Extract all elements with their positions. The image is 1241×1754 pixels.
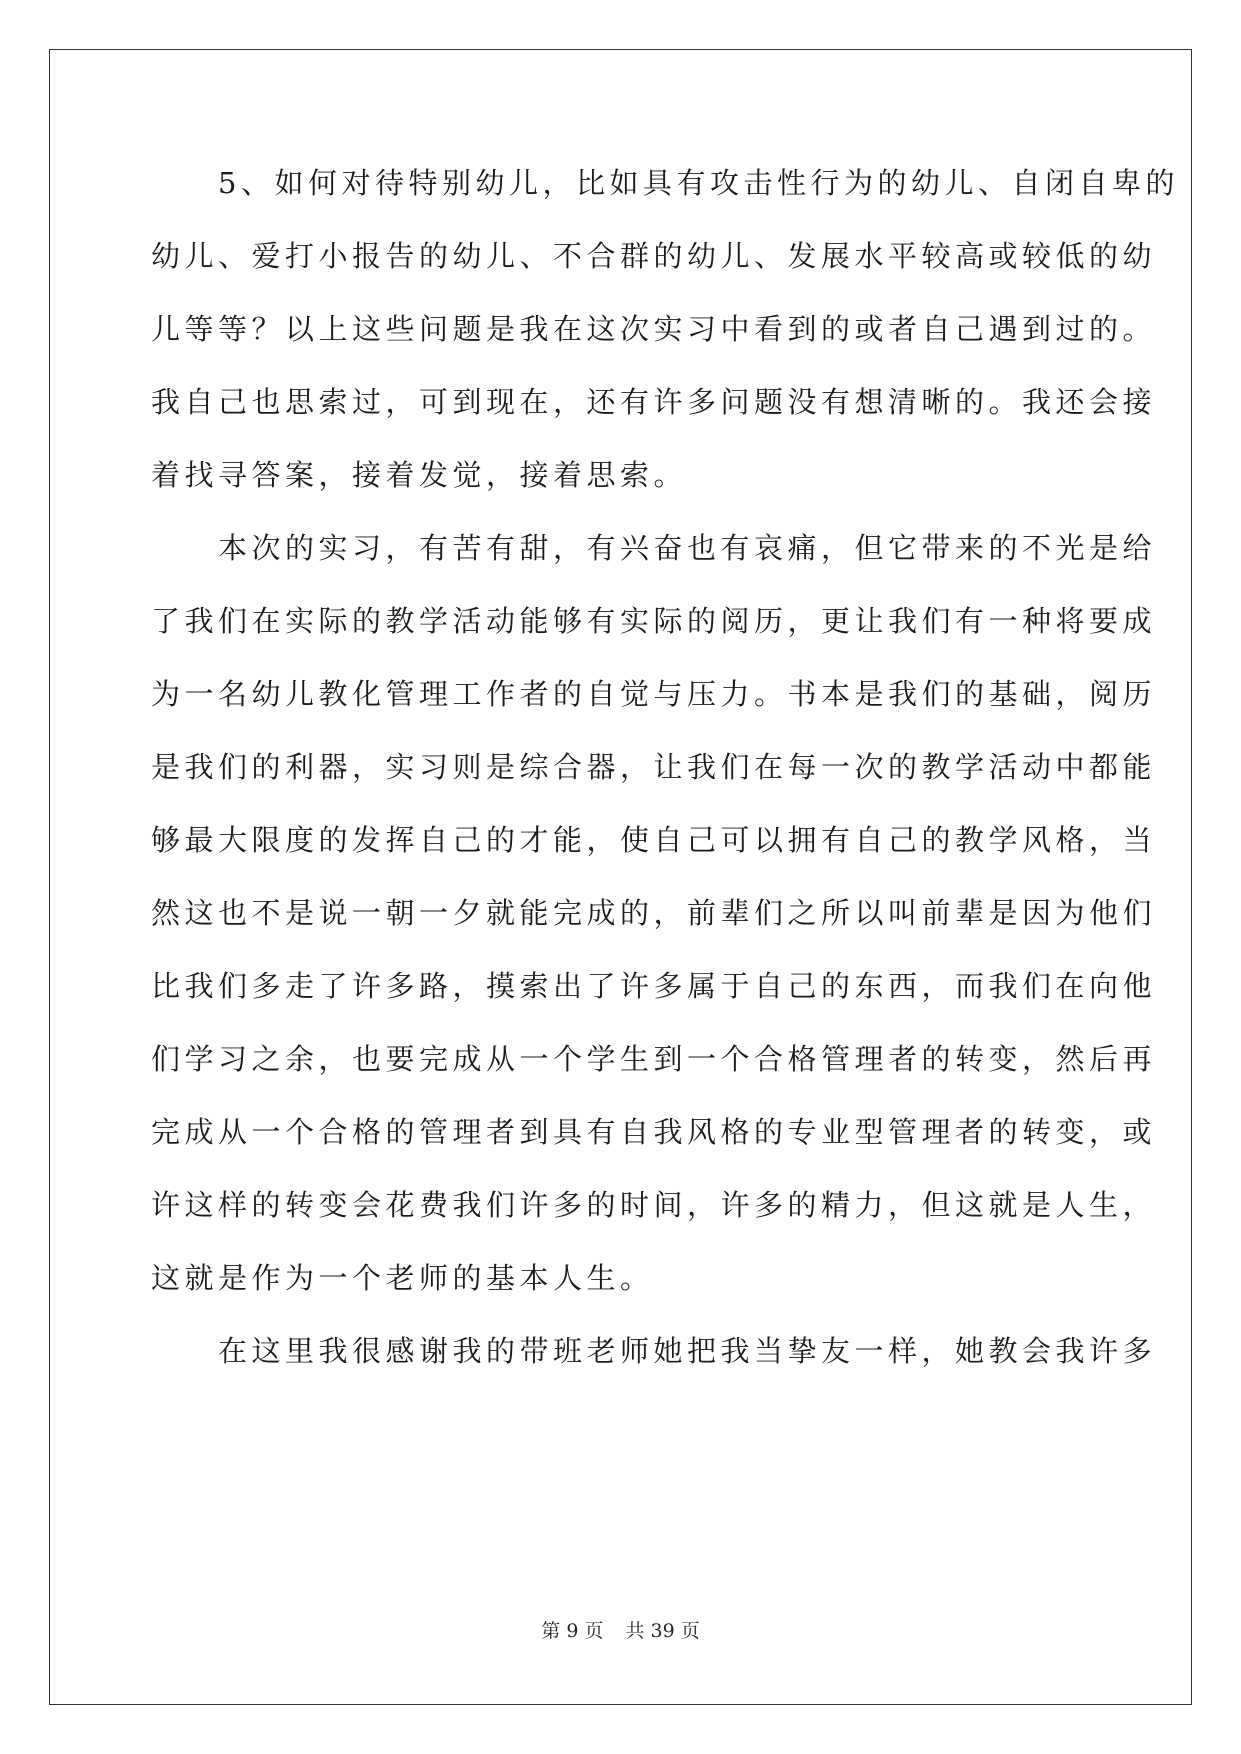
text-line: 在这里我很感谢我的带班老师她把我当挚友一样，她教会我许多 <box>151 1334 1157 1368</box>
page-footer <box>0 1616 1241 1643</box>
text-line: 然这也不是说一朝一夕就能完成的，前辈们之所以叫前辈是因为他们 <box>151 896 1157 930</box>
text-line: 5、如何对待特别幼儿，比如具有攻击性行为的幼儿、自闭自卑的 <box>151 166 1179 200</box>
total-pages: 共 39 页 <box>625 1620 700 1642</box>
text-line: 为一名幼儿教化管理工作者的自觉与压力。书本是我们的基础，阅历 <box>151 677 1157 711</box>
text-line: 这就是作为一个老师的基本人生。 <box>151 1261 654 1295</box>
text-line: 本次的实习，有苦有甜，有兴奋也有哀痛，但它带来的不光是给 <box>151 531 1157 565</box>
text-line: 许这样的转变会花费我们许多的时间，许多的精力，但这就是人生， <box>151 1188 1157 1222</box>
text-line: 们学习之余，也要完成从一个学生到一个合格管理者的转变，然后再 <box>151 1042 1157 1076</box>
text-line: 够最大限度的发挥自己的才能，使自己可以拥有自己的教学风格，当 <box>151 823 1157 857</box>
text-line: 儿等等？以上这些问题是我在这次实习中看到的或者自己遇到过的。 <box>151 312 1157 346</box>
text-line: 完成从一个合格的管理者到具有自我风格的专业型管理者的转变，或 <box>151 1115 1157 1149</box>
text-line: 了我们在实际的教学活动能够有实际的阅历，更让我们有一种将要成 <box>151 604 1157 638</box>
text-line: 我自己也思索过，可到现在，还有许多问题没有想清晰的。我还会接 <box>151 385 1157 419</box>
text-line: 是我们的利器，实习则是综合器，让我们在每一次的教学活动中都能 <box>151 750 1157 784</box>
text-line: 着找寻答案，接着发觉，接着思索。 <box>151 458 688 492</box>
text-line: 比我们多走了许多路，摸索出了许多属于自己的东西，而我们在向他 <box>151 969 1157 1003</box>
text-line: 幼儿、爱打小报告的幼儿、不合群的幼儿、发展水平较高或较低的幼 <box>151 239 1157 273</box>
page-number: 第 9 页 <box>541 1620 604 1642</box>
page-border <box>49 49 1192 1705</box>
